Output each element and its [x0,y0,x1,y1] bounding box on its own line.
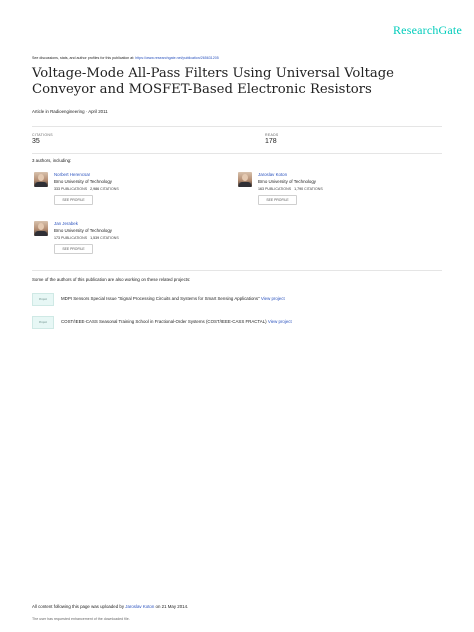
project-title: MDPI Sensors Special Issue "Signal Processing Circuits and Systems for Smart Sensing Applications" [61,296,260,301]
author-citations-count: 2,986 [90,187,100,191]
divider-authors [32,270,442,271]
author-institution: Brno University of Technology [54,179,113,184]
see-profile-button[interactable]: SEE PROFILE [54,195,93,205]
author-publications-label: PUBLICATIONS [61,187,88,191]
project-item [32,293,452,307]
author-publications-count: 333 [54,187,60,191]
project-title: COST/IEEE-CASS Seasonal Training School in Fractional-Order Systems (COST/IEEE-CASS FRACTAL) [61,319,267,324]
author-stats [54,236,119,240]
projects-heading: Some of the authors of this publication are also working on these related projects: [32,277,191,282]
author-stats [258,187,323,191]
author-card [34,221,194,261]
project-text-line [61,296,285,301]
reads-value: 178 [265,138,277,145]
project-text-line [61,319,292,324]
upload-note-suffix: on 21 May 2014. [155,604,189,609]
project-thumbnail[interactable]: Project [32,293,54,306]
avatar[interactable] [238,172,252,187]
view-project-link[interactable]: View project [267,319,292,324]
author-publications-count: 173 [54,236,60,240]
see-profile-button[interactable]: SEE PROFILE [54,244,93,254]
author-institution: Brno University of Technology [54,228,113,233]
author-citations-label: CITATIONS [100,187,119,191]
author-card [238,172,398,212]
divider-top [32,126,442,127]
article-type: Article [32,109,45,114]
author-name[interactable]: Norbert Herencsar [54,172,91,177]
upload-note [32,604,188,609]
paper-title: Voltage-Mode All-Pass Filters Using Universal Voltage Conveyor and MOSFET-Based Electronic Resistors [32,66,394,97]
author-institution: Brno University of Technology [258,179,317,184]
author-citations-count: 1,790 [294,187,304,191]
citations-value: 35 [32,138,40,145]
article-date: · April 2011 [85,109,108,114]
article-in: in [45,109,49,114]
enhancement-note: The user has requested enhancement of the downloaded file. [32,617,130,621]
view-project-link[interactable]: View project [260,296,285,301]
author-card [34,172,194,212]
author-stats [54,187,119,191]
reads-label: READS [265,133,279,137]
authors-heading: 3 authors, including: [32,158,72,163]
discussion-note [32,56,219,60]
author-name[interactable]: Jan Jerabek [54,221,78,226]
author-publications-label: PUBLICATIONS [265,187,292,191]
author-citations-label: CITATIONS [100,236,119,240]
divider-stats [32,153,442,154]
researchgate-logo[interactable]: ResearchGate [392,23,462,37]
author-publications-count: 163 [258,187,264,191]
project-thumbnail[interactable]: Project [32,316,54,329]
project-item [32,316,452,330]
discussion-note-text: See discussions, stats, and author profiles for this publication at: [32,56,135,60]
article-meta [32,109,108,114]
upload-note-prefix: All content following this page was uploaded by [32,604,125,609]
avatar[interactable] [34,172,48,187]
article-venue: Radioengineering [50,109,85,114]
reads-stat [265,133,279,145]
author-name[interactable]: Jaroslav Koton [258,172,288,177]
author-publications-label: PUBLICATIONS [61,236,88,240]
publication-link[interactable]: https://www.researchgate.net/publication/265631205 [135,56,219,60]
uploader-link[interactable]: Jaroslav Koton [125,604,155,609]
author-citations-count: 1,539 [90,236,100,240]
see-profile-button[interactable]: SEE PROFILE [258,195,297,205]
top-bar [0,0,474,44]
author-citations-label: CITATIONS [304,187,323,191]
citations-stat [32,133,53,145]
avatar[interactable] [34,221,48,236]
citations-label: CITATIONS [32,133,53,137]
